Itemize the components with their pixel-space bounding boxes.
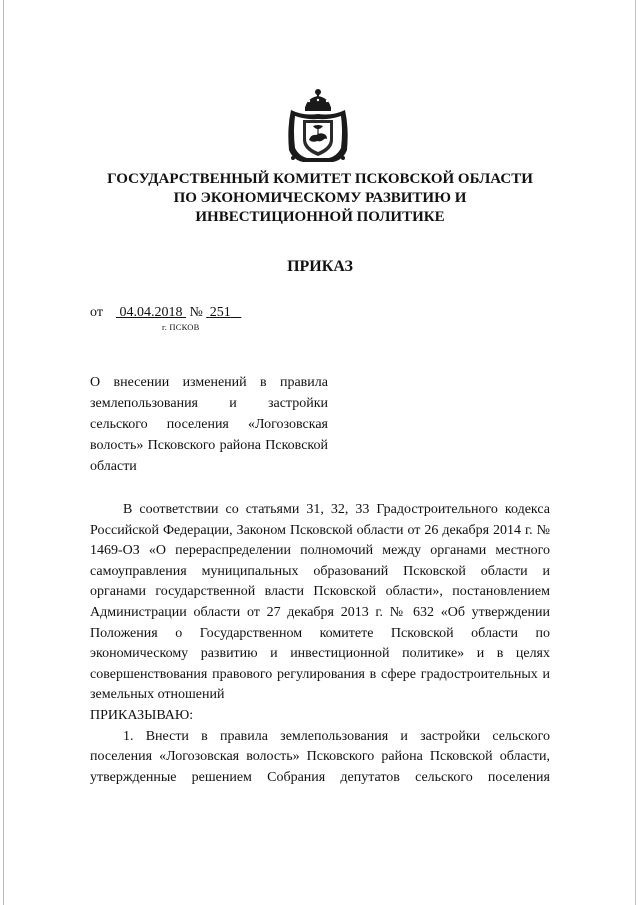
issuer-line-1: ГОСУДАРСТВЕННЫЙ КОМИТЕТ ПСКОВСКОЙ ОБЛАСТИ xyxy=(107,171,533,187)
document-type-title: ПРИКАЗ xyxy=(287,258,353,275)
order-date-number xyxy=(90,305,241,321)
order-number: 251 xyxy=(209,305,231,320)
scan-edge-left xyxy=(3,0,4,905)
item-1-paragraph: 1. Внести в правила землепользования и застройки сельского поселения «Логозовская волость» Псковского района Псковской области, утвержденные решением Собрания депутатов сельского поселения xyxy=(90,728,550,785)
order-subject: О внесении изменений в правила землепользования и застройки сельского поселения «Логозовская волость» Псковского района Псковской области xyxy=(90,375,328,474)
issuer-header xyxy=(70,170,570,227)
order-word: ПРИКАЗЫВАЮ: xyxy=(90,707,194,723)
number-prefix: № xyxy=(189,305,203,320)
pskov-coat-of-arms-icon xyxy=(283,88,353,164)
date-prefix: от xyxy=(90,305,103,320)
preamble-paragraph: В соответствии со статьями 31, 32, 33 Градостроительного кодекса Российской Федерации, Законом Псковской области от 26 декабря 2014 г. № 1469-ОЗ «О перераспределении полномочий между органами местного самоуправления муниципальных образований Псковской области и органами государственной власти Псковской области», постановлением Администрации области от 27 декабря 2013 г. № 632 «Об утверждении Положения о Государственном комитете Псковской области по экономическому развитию и инвестиционной политике» и в целях совершенствования правового регулирования в сфере градостроительных и земельных отношений xyxy=(90,502,550,703)
issuer-line-2: ПО ЭКОНОМИЧЕСКОМУ РАЗВИТИЮ И xyxy=(173,190,467,206)
order-city: г. ПСКОВ xyxy=(162,322,200,332)
scan-edge-right xyxy=(635,0,636,905)
order-body xyxy=(90,500,550,788)
issuer-line-3: ИНВЕСТИЦИОННОЙ ПОЛИТИКЕ xyxy=(195,209,445,225)
order-date: 04.04.2018 xyxy=(119,305,183,320)
